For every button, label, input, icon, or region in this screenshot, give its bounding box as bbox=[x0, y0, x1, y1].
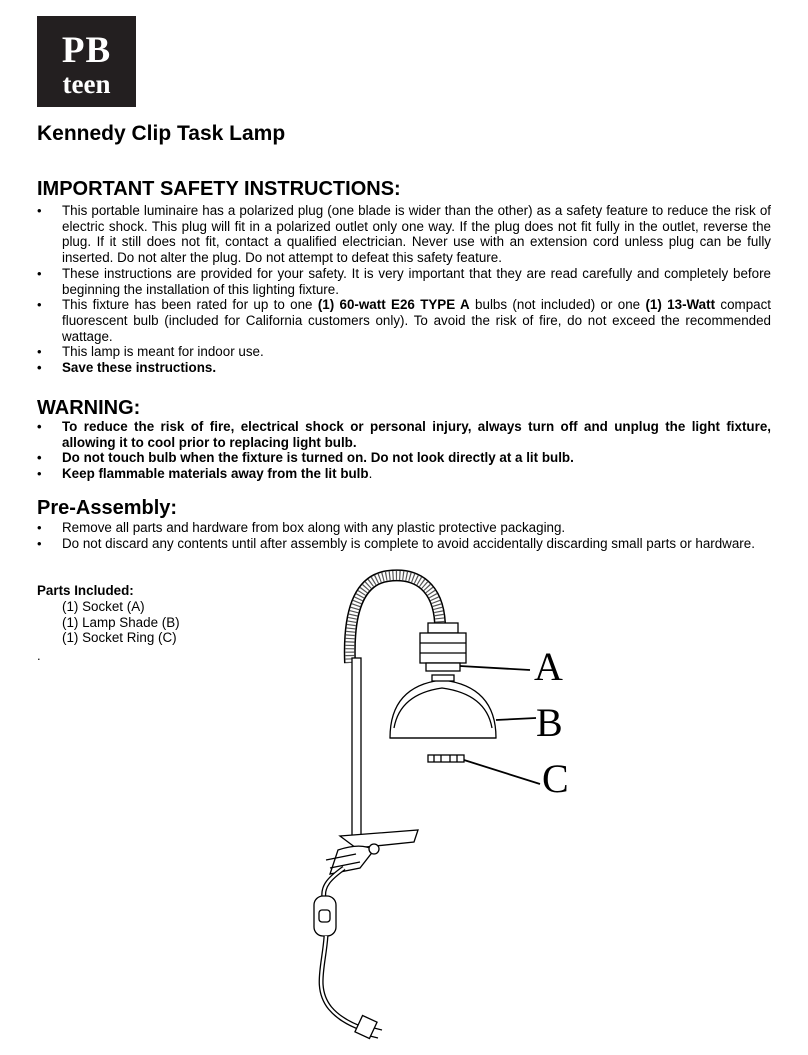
list-item: • This fixture has been rated for up to one (1) 60-watt E26 TYPE A bulbs (not included) or one (1) 13-Watt compact fluorescent bulb (included for California customers only). To avoid the risk of fire, do not exceed the recommended wattage. bbox=[37, 297, 771, 344]
lamp-parts-diagram bbox=[290, 568, 580, 1043]
clip-drawing bbox=[326, 830, 418, 874]
list-item: • Do not discard any contents until after assembly is complete to avoid accidentally discarding small parts or hardware. bbox=[37, 536, 771, 552]
safety-heading: IMPORTANT SAFETY INSTRUCTIONS: bbox=[37, 178, 401, 200]
list-item: (1) Socket Ring (C) bbox=[62, 630, 177, 646]
callout-a: A bbox=[534, 644, 563, 689]
callout-b: B bbox=[536, 700, 563, 745]
parts-heading: Parts Included: bbox=[37, 583, 134, 598]
parts-list bbox=[62, 599, 180, 646]
list-item: • This portable luminaire has a polarized plug (one blade is wider than the other) as a safety feature to reduce the risk of electric shock. This plug will fit in a polarized outlet only one way. If the plug does not fit fully in the outlet, reverse the plug. If it still does not fit, contact a qualified electrician. Never use with an extension cord unless plug can be fully inserted. Do not alter the plug. Do not attempt to defeat this safety feature. bbox=[37, 203, 771, 266]
lamp-shade-b-drawing bbox=[390, 675, 496, 738]
list-item: • To reduce the risk of fire, electrical shock or personal injury, always turn off and unplug the light fixture, allowing it to cool prior to replacing light bulb. bbox=[37, 419, 771, 450]
cord-lower bbox=[321, 936, 366, 1030]
lamp-stem bbox=[352, 658, 361, 840]
list-item: • Save these instructions. bbox=[37, 360, 771, 376]
plug-drawing bbox=[355, 1015, 382, 1038]
warning-heading: WARNING: bbox=[37, 397, 141, 419]
list-item: • Remove all parts and hardware from box along with any plastic protective packaging. bbox=[37, 520, 771, 536]
inline-switch-drawing bbox=[314, 896, 336, 936]
safety-list bbox=[37, 203, 771, 376]
logo-line-2: teen bbox=[62, 69, 111, 99]
list-item: • This lamp is meant for indoor use. bbox=[37, 344, 771, 360]
socket-ring-c-drawing bbox=[428, 755, 464, 762]
warning-list bbox=[37, 419, 771, 482]
socket-a-drawing bbox=[420, 623, 466, 671]
callout-line-a bbox=[460, 666, 530, 670]
list-item: • Keep flammable materials away from the lit bulb. bbox=[37, 466, 771, 482]
pbteen-logo bbox=[37, 16, 136, 107]
list-item: • Do not touch bulb when the fixture is turned on. Do not look directly at a lit bulb. bbox=[37, 450, 771, 466]
callout-line-b bbox=[496, 718, 536, 720]
page-title: Kennedy Clip Task Lamp bbox=[37, 122, 286, 145]
logo-line-1: PB bbox=[61, 30, 112, 71]
list-item: • These instructions are provided for your safety. It is very important that they are read carefully and completely before beginning the installation of this lighting fixture. bbox=[37, 266, 771, 297]
list-item: (1) Socket (A) bbox=[62, 599, 145, 614]
callout-line-c bbox=[464, 760, 540, 784]
preassembly-heading: Pre-Assembly: bbox=[37, 497, 178, 519]
trailing-dot: . bbox=[37, 648, 41, 663]
preassembly-list bbox=[37, 520, 771, 551]
list-item: (1) Lamp Shade (B) bbox=[62, 614, 180, 630]
callout-c: C bbox=[542, 756, 569, 801]
